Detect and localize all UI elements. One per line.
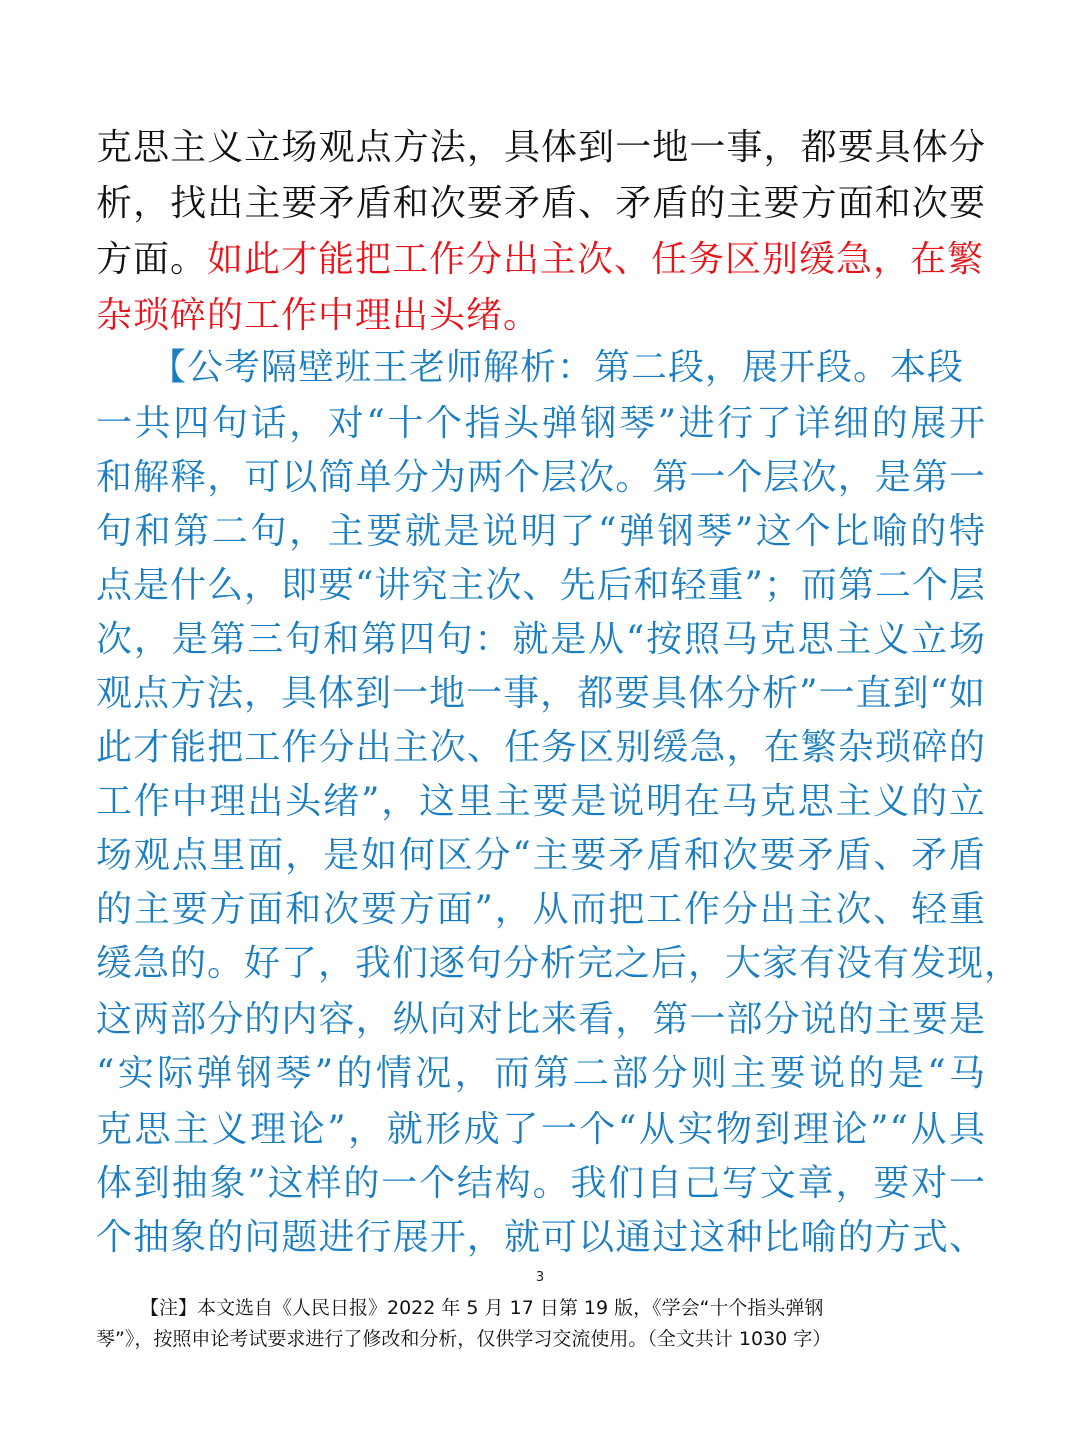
footnote-line-2: 琴”》，按照申论考试要求进行了修改和分析，仅供学习交流使用。（全文共计 1030 字） <box>96 1328 832 1350</box>
analysis-line-3: 和解释，可以简单分为两个层次。第一个层次，是第一 <box>96 457 986 498</box>
body-text-line-2: 析，找出主要矛盾和次要矛盾、矛盾的主要方面和次要 <box>96 183 986 224</box>
highlight-text-line-4: 杂琐碎的工作中理出头绪。 <box>96 295 541 336</box>
analysis-line-4: 句和第二句，主要就是说明了“弹钢琴”这个比喻的特 <box>96 511 986 552</box>
analysis-line-11: 的主要方面和次要方面”，从而把工作分出主次、轻重 <box>96 889 986 930</box>
analysis-line-15: 克思主义理论”，就形成了一个“从实物到理论”“从具 <box>96 1109 986 1150</box>
analysis-line-12: 缓急的。好了，我们逐句分析完之后，大家有没有发现， <box>96 943 1022 984</box>
analysis-line-2: 一共四句话，对“十个指头弹钢琴”进行了详细的展开 <box>96 403 986 444</box>
analysis-line-8: 此才能把工作分出主次、任务区别缓急，在繁杂琐碎的 <box>96 727 986 768</box>
footnote-line-1: 【注】本文选自《人民日报》2022 年 5 月 17 日第 19 版，《学会“十个指头弹钢 <box>140 1297 824 1319</box>
analysis-line-17: 个抽象的问题进行展开，就可以通过这种比喻的方式、 <box>96 1217 986 1258</box>
analysis-line-5: 点是什么，即要“讲究主次、先后和轻重”；而第二个层 <box>96 565 986 606</box>
body-text-line-3 <box>96 232 986 288</box>
highlight-text: 如此才能把工作分出主次、任务区别缓急，在繁 <box>207 239 985 280</box>
analysis-line-7: 观点方法，具体到一地一事，都要具体分析”一直到“如 <box>96 673 986 714</box>
analysis-line-10: 场观点里面，是如何区分“主要矛盾和次要矛盾、矛盾 <box>96 835 986 876</box>
body-text-fragment: 方面。 <box>96 239 208 280</box>
analysis-line-13: 这两部分的内容，纵向对比来看，第一部分说的主要是 <box>96 999 986 1040</box>
analysis-line-14: “实际弹钢琴”的情况，而第二部分则主要说的是“马 <box>96 1053 986 1094</box>
analysis-line-16: 体到抽象”这样的一个结构。我们自己写文章，要对一 <box>96 1163 986 1204</box>
analysis-line-9: 工作中理出头绪”，这里主要是说明在马克思主义的立 <box>96 781 986 822</box>
page-number: 3 <box>535 1270 545 1285</box>
analysis-line-1: 【公考隔壁班王老师解析：第二段，展开段。本段 <box>150 347 965 388</box>
body-text-line-1: 克思主义立场观点方法，具体到一地一事，都要具体分 <box>96 127 986 168</box>
analysis-line-6: 次，是第三句和第四句：就是从“按照马克思主义立场 <box>96 619 986 660</box>
